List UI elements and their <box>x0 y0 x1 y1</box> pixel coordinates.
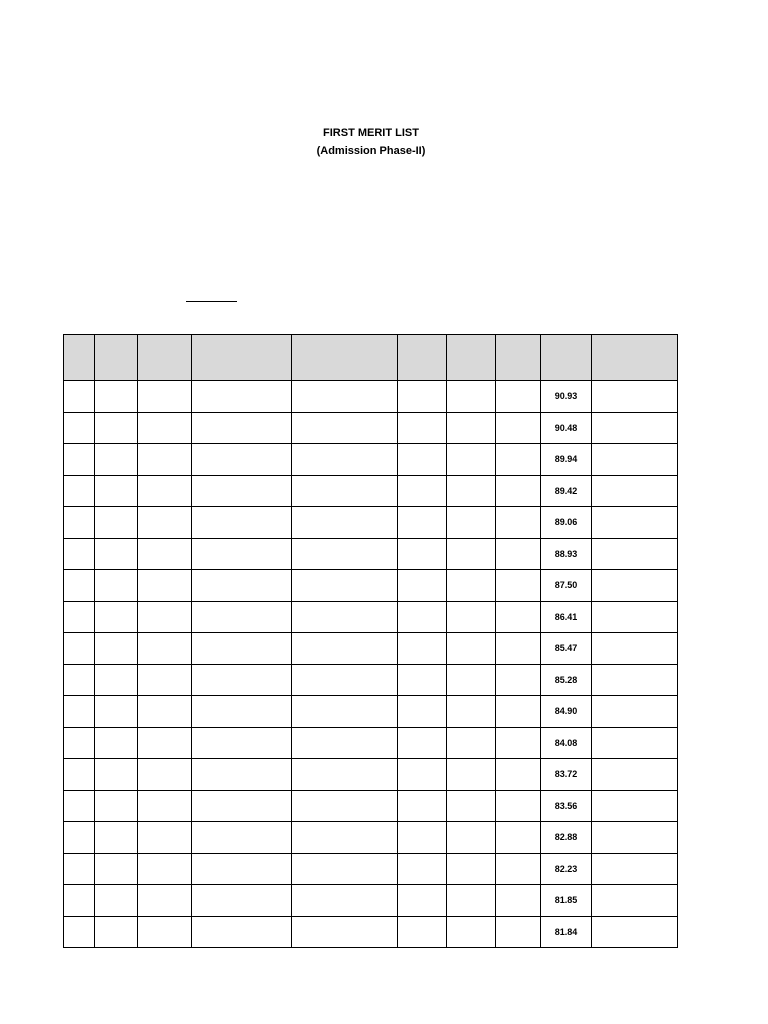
table-cell <box>138 853 192 885</box>
table-cell <box>95 601 138 633</box>
table-cell <box>592 853 678 885</box>
table-cell <box>64 570 95 602</box>
table-cell <box>64 507 95 539</box>
table-cell <box>95 507 138 539</box>
table-cell <box>496 822 541 854</box>
table-cell <box>138 412 192 444</box>
table-cell <box>95 570 138 602</box>
table-row <box>64 790 678 822</box>
table-cell <box>64 822 95 854</box>
score-cell: 89.06 <box>541 507 592 539</box>
header-cell <box>398 335 447 381</box>
table-cell <box>592 475 678 507</box>
table-cell <box>192 790 292 822</box>
table-cell <box>398 381 447 413</box>
header-cell <box>292 335 398 381</box>
table-cell <box>292 570 398 602</box>
table-body <box>64 381 678 948</box>
table-cell <box>138 822 192 854</box>
table-cell <box>447 570 496 602</box>
table-cell <box>398 822 447 854</box>
table-cell <box>447 696 496 728</box>
table-cell <box>64 885 95 917</box>
score-cell: 84.90 <box>541 696 592 728</box>
table-cell <box>592 885 678 917</box>
table-cell <box>447 727 496 759</box>
underline-mark <box>186 301 237 302</box>
table-cell <box>496 538 541 570</box>
table-cell <box>192 885 292 917</box>
table-cell <box>592 601 678 633</box>
table-cell <box>192 916 292 948</box>
table-row <box>64 727 678 759</box>
table-cell <box>95 822 138 854</box>
table-cell <box>192 601 292 633</box>
table-cell <box>496 759 541 791</box>
table-cell <box>496 664 541 696</box>
header-cell <box>95 335 138 381</box>
table-cell <box>95 444 138 476</box>
table-row <box>64 822 678 854</box>
table-cell <box>192 696 292 728</box>
table-cell <box>447 916 496 948</box>
table-cell <box>192 853 292 885</box>
table-cell <box>192 759 292 791</box>
table-cell <box>95 790 138 822</box>
table-row <box>64 885 678 917</box>
table-cell <box>592 790 678 822</box>
table-row <box>64 601 678 633</box>
table-cell <box>592 916 678 948</box>
table-cell <box>447 538 496 570</box>
table-cell <box>447 853 496 885</box>
table-cell <box>447 822 496 854</box>
table-cell <box>95 853 138 885</box>
table-cell <box>496 727 541 759</box>
table-cell <box>64 475 95 507</box>
score-cell: 84.08 <box>541 727 592 759</box>
table-cell <box>398 538 447 570</box>
table-cell <box>398 664 447 696</box>
score-cell: 90.93 <box>541 381 592 413</box>
table-cell <box>64 412 95 444</box>
table-cell <box>398 759 447 791</box>
table-cell <box>398 601 447 633</box>
table-cell <box>292 507 398 539</box>
table-cell <box>192 822 292 854</box>
table-cell <box>64 664 95 696</box>
table-cell <box>398 570 447 602</box>
score-cell: 85.28 <box>541 664 592 696</box>
table-cell <box>64 727 95 759</box>
table-cell <box>398 412 447 444</box>
score-cell: 83.72 <box>541 759 592 791</box>
table-cell <box>398 790 447 822</box>
table-cell <box>592 759 678 791</box>
header-cell <box>138 335 192 381</box>
table-cell <box>398 444 447 476</box>
table-cell <box>496 475 541 507</box>
table-cell <box>496 633 541 665</box>
table-cell <box>447 412 496 444</box>
table-cell <box>496 444 541 476</box>
table-cell <box>398 853 447 885</box>
table-cell <box>95 696 138 728</box>
table-row <box>64 664 678 696</box>
table-cell <box>592 696 678 728</box>
table-cell <box>192 538 292 570</box>
table-cell <box>496 381 541 413</box>
table-cell <box>496 570 541 602</box>
table-cell <box>138 538 192 570</box>
table-cell <box>64 853 95 885</box>
score-cell: 88.93 <box>541 538 592 570</box>
table-cell <box>64 916 95 948</box>
score-cell: 89.42 <box>541 475 592 507</box>
table-cell <box>292 412 398 444</box>
header-cell <box>447 335 496 381</box>
table-cell <box>292 822 398 854</box>
score-cell: 89.94 <box>541 444 592 476</box>
table-cell <box>192 633 292 665</box>
table-cell <box>592 538 678 570</box>
table-cell <box>138 759 192 791</box>
table-cell <box>64 444 95 476</box>
table-cell <box>398 727 447 759</box>
table-cell <box>292 885 398 917</box>
table-cell <box>95 381 138 413</box>
table-cell <box>138 444 192 476</box>
table-cell <box>496 916 541 948</box>
table-cell <box>447 790 496 822</box>
table-cell <box>192 381 292 413</box>
table-row <box>64 633 678 665</box>
table-cell <box>138 696 192 728</box>
table-cell <box>496 507 541 539</box>
table-cell <box>95 538 138 570</box>
table-cell <box>95 475 138 507</box>
header-cell <box>64 335 95 381</box>
table-cell <box>447 633 496 665</box>
header-cell <box>192 335 292 381</box>
table-cell <box>192 507 292 539</box>
table-cell <box>64 381 95 413</box>
document-subtitle: (Admission Phase-II) <box>316 145 426 157</box>
table-cell <box>447 664 496 696</box>
table-cell <box>138 475 192 507</box>
table-cell <box>138 664 192 696</box>
table-cell <box>496 790 541 822</box>
table-row <box>64 444 678 476</box>
table-cell <box>138 381 192 413</box>
table-cell <box>192 444 292 476</box>
table-cell <box>95 664 138 696</box>
header-cell <box>592 335 678 381</box>
table-cell <box>398 475 447 507</box>
table-cell <box>292 790 398 822</box>
table-cell <box>292 696 398 728</box>
table-cell <box>447 759 496 791</box>
table-cell <box>398 696 447 728</box>
score-cell: 86.41 <box>541 601 592 633</box>
table-cell <box>447 885 496 917</box>
table-cell <box>64 633 95 665</box>
score-cell: 87.50 <box>541 570 592 602</box>
table-row <box>64 570 678 602</box>
table-cell <box>95 759 138 791</box>
table-cell <box>95 412 138 444</box>
table-cell <box>592 664 678 696</box>
table-cell <box>138 570 192 602</box>
table-cell <box>292 664 398 696</box>
table-cell <box>292 601 398 633</box>
table-cell <box>64 601 95 633</box>
table-cell <box>192 727 292 759</box>
table-cell <box>496 601 541 633</box>
table-cell <box>292 633 398 665</box>
score-cell: 81.85 <box>541 885 592 917</box>
table-cell <box>192 475 292 507</box>
table-cell <box>496 412 541 444</box>
table-row <box>64 853 678 885</box>
document-title: FIRST MERIT LIST <box>323 127 419 139</box>
table-row <box>64 381 678 413</box>
table-cell <box>138 601 192 633</box>
table-row <box>64 759 678 791</box>
table-cell <box>138 507 192 539</box>
table-row <box>64 475 678 507</box>
table-cell <box>292 916 398 948</box>
table-cell <box>447 475 496 507</box>
table-cell <box>64 790 95 822</box>
table-cell <box>398 885 447 917</box>
table-cell <box>138 885 192 917</box>
table-header-row <box>64 335 678 381</box>
table-cell <box>192 570 292 602</box>
table-cell <box>292 538 398 570</box>
score-cell: 83.56 <box>541 790 592 822</box>
table-cell <box>496 696 541 728</box>
table-cell <box>192 664 292 696</box>
table-cell <box>292 381 398 413</box>
table-cell <box>64 696 95 728</box>
table-cell <box>138 790 192 822</box>
table-cell <box>447 444 496 476</box>
table-cell <box>592 727 678 759</box>
table-cell <box>95 885 138 917</box>
table-cell <box>592 570 678 602</box>
table-cell <box>192 412 292 444</box>
table-row <box>64 916 678 948</box>
table-cell <box>292 853 398 885</box>
table-cell <box>496 885 541 917</box>
score-cell: 81.84 <box>541 916 592 948</box>
table-row <box>64 696 678 728</box>
merit-list-table <box>63 334 678 948</box>
table-cell <box>292 759 398 791</box>
table-cell <box>292 475 398 507</box>
table-cell <box>592 444 678 476</box>
table-cell <box>592 822 678 854</box>
table-cell <box>592 381 678 413</box>
table-cell <box>592 507 678 539</box>
table-cell <box>95 916 138 948</box>
score-cell: 90.48 <box>541 412 592 444</box>
table-cell <box>138 633 192 665</box>
header-cell-score <box>541 335 592 381</box>
table-row <box>64 538 678 570</box>
table-cell <box>64 538 95 570</box>
table-row <box>64 412 678 444</box>
table-cell <box>398 507 447 539</box>
score-cell: 82.88 <box>541 822 592 854</box>
table-cell <box>447 601 496 633</box>
table-cell <box>138 916 192 948</box>
table-cell <box>447 507 496 539</box>
table-cell <box>64 759 95 791</box>
table-cell <box>592 412 678 444</box>
table-cell <box>496 853 541 885</box>
table-cell <box>138 727 192 759</box>
table-cell <box>292 727 398 759</box>
table-cell <box>447 381 496 413</box>
score-cell: 85.47 <box>541 633 592 665</box>
table-cell <box>398 916 447 948</box>
table-cell <box>398 633 447 665</box>
table-cell <box>292 444 398 476</box>
score-cell: 82.23 <box>541 853 592 885</box>
table-cell <box>95 727 138 759</box>
header-cell <box>496 335 541 381</box>
table-cell <box>95 633 138 665</box>
table-row <box>64 507 678 539</box>
table-cell <box>592 633 678 665</box>
